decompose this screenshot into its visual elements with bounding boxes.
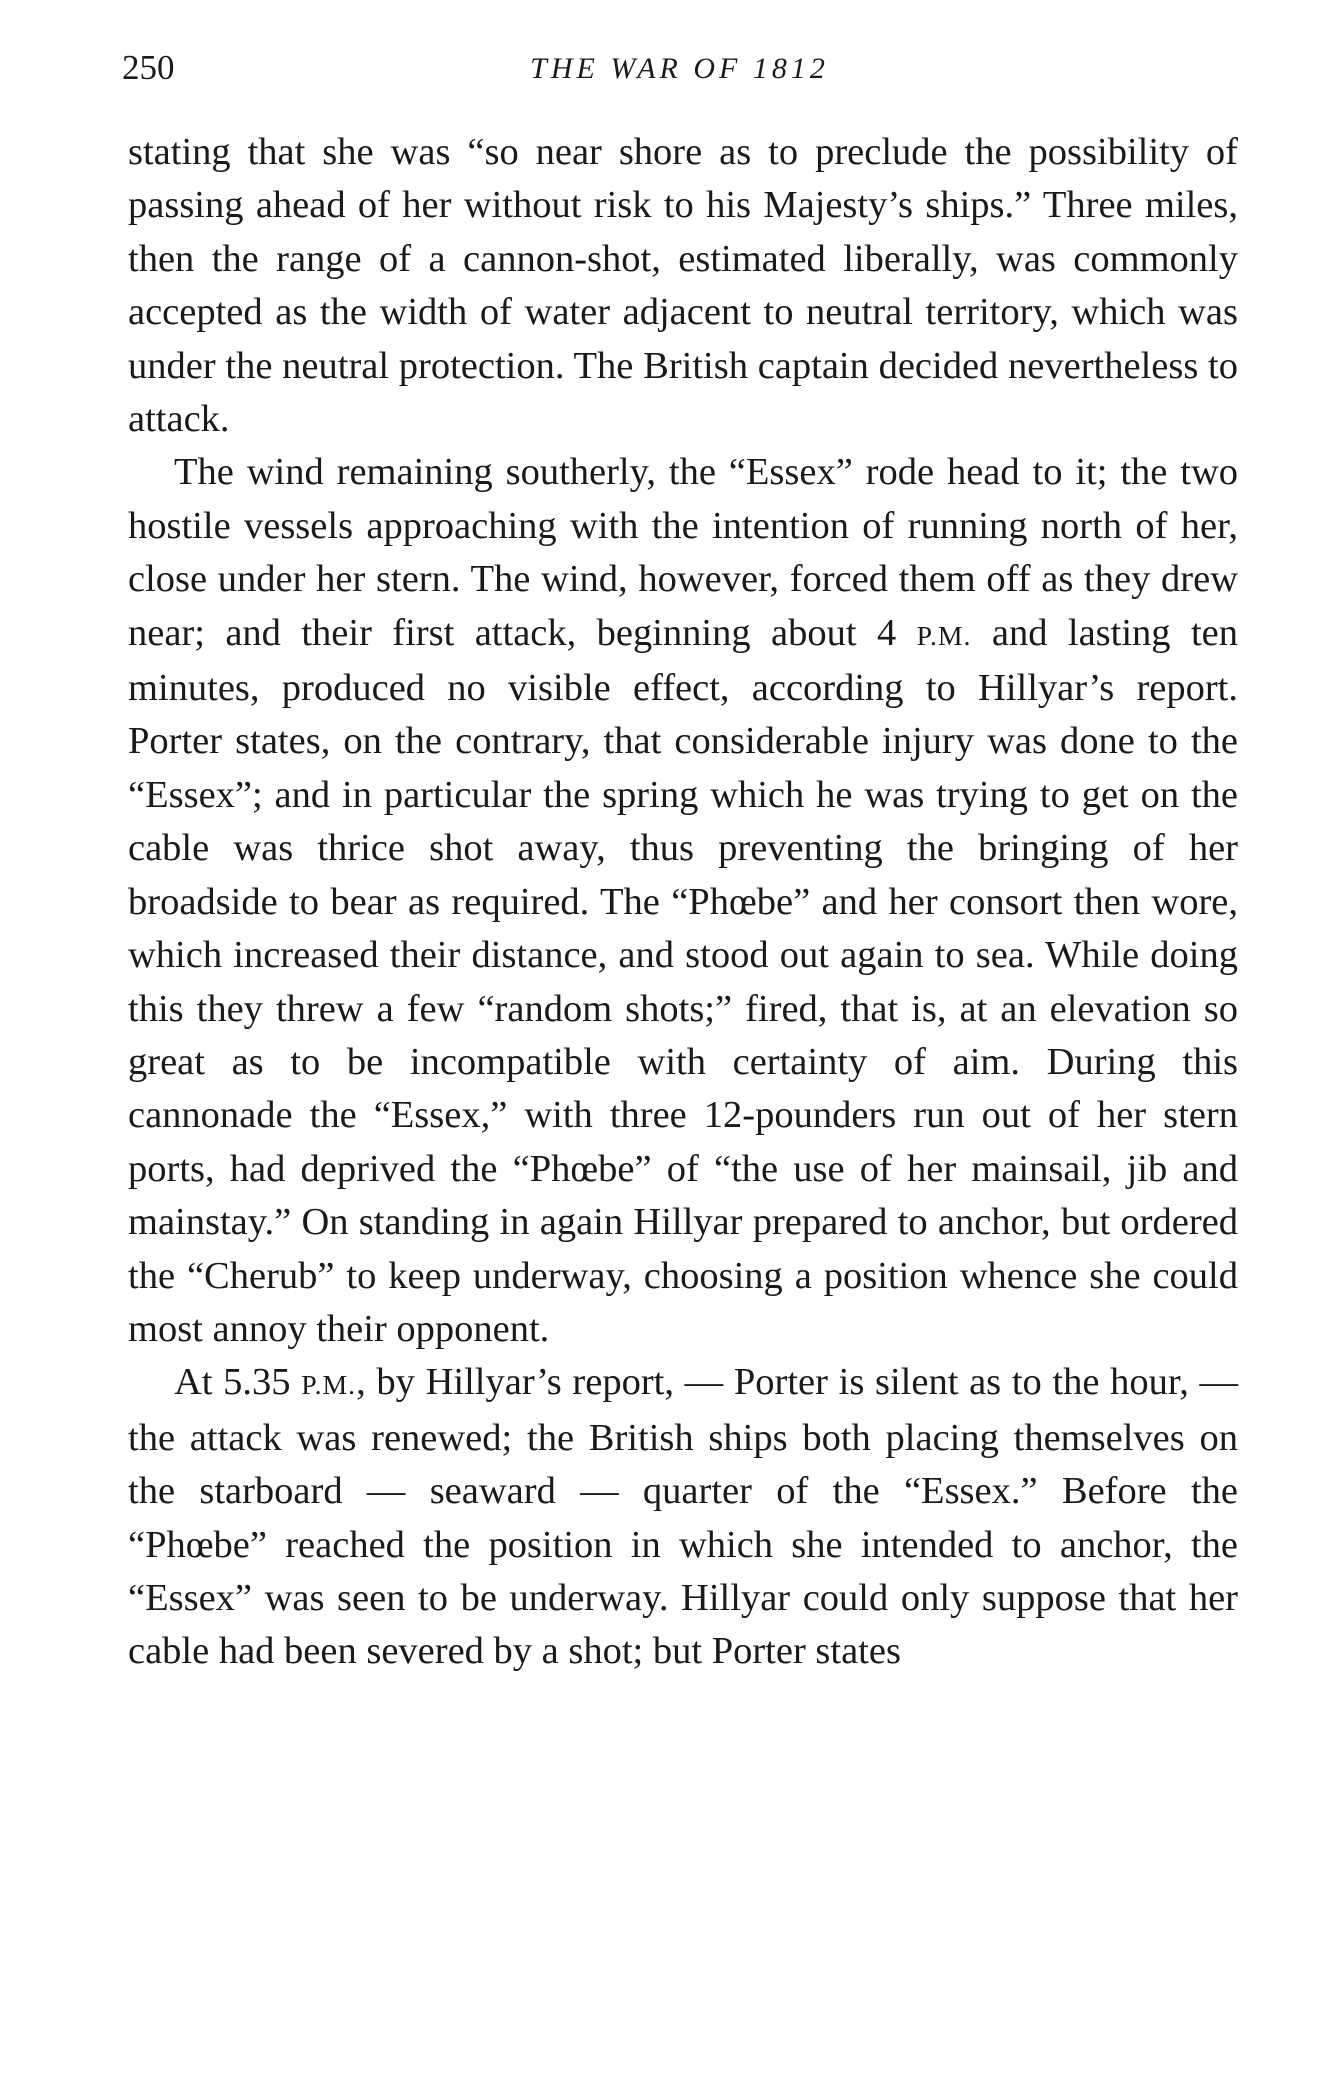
paragraph-2-part-2: and lasting ten minutes, produced no visible effect, according to Hillyar’s report. Porter states, on the contrary, that considerable injury was done to the “Essex”; and in particular the spring which he was trying to get on the cable was thrice shot away, thus preventing the bringing of her broadside to bear as required. The “Phœbe” and her consort then wore, which increased their distance, and stood out again to sea. While doing this they threw a few “random shots;” fired, that is, at an elevation so great as to be incompatible with certainty of aim. During this cannonade the “Essex,” with three 12-pounders run out of her stern ports, had deprived the “Phœbe” of “the use of her mainsail, jib and mainstay.” On standing in again Hillyar prepared to anchor, but ordered the “Cherub” to keep underway, choosing a position whence she could most annoy their opponent. <box>128 611 1238 1350</box>
time-abbreviation: P.M. <box>301 1369 357 1401</box>
paragraph-3 <box>128 1356 1238 1678</box>
page-header <box>122 48 1237 96</box>
paragraph-1: stating that she was “so near shore as to preclude the possibility of passing ahead of her without risk to his Majesty’s ships.” Three miles, then the range of a cannon-shot, estimated liberally, was commonly accepted as the width of water adjacent to neutral territory, which was under the neutral protection. The British captain decided nevertheless to attack. <box>128 131 1238 441</box>
time-abbreviation: P.M. <box>916 619 972 651</box>
paragraph-2 <box>128 446 1238 1356</box>
running-title: THE WAR OF 1812 <box>530 52 829 85</box>
paragraph-3-part-2: , by Hillyar’s report, — Porter is silent as to the hour, — the attack was renewed; the British ships both placing themselves on the starboard — seaward — quarter of the “Essex.” Before the “Phœbe” reached the position in which she intended to anchor, the “Essex” was seen to be underway. Hillyar could only suppose that her cable had been severed by a shot; but Porter states <box>128 1361 1238 1673</box>
body-text <box>128 126 1238 1679</box>
page-number: 250 <box>122 48 175 87</box>
paragraph-2-part-1: The wind remaining southerly, the “Essex” rode head to it; the two hostile vessels approaching with the intention of running north of her, close under her stern. The wind, however, forced them off as they drew near; and their first attack, beginning about 4 <box>128 451 1238 654</box>
paragraph-3-part-1: At 5.35 <box>174 1361 302 1404</box>
